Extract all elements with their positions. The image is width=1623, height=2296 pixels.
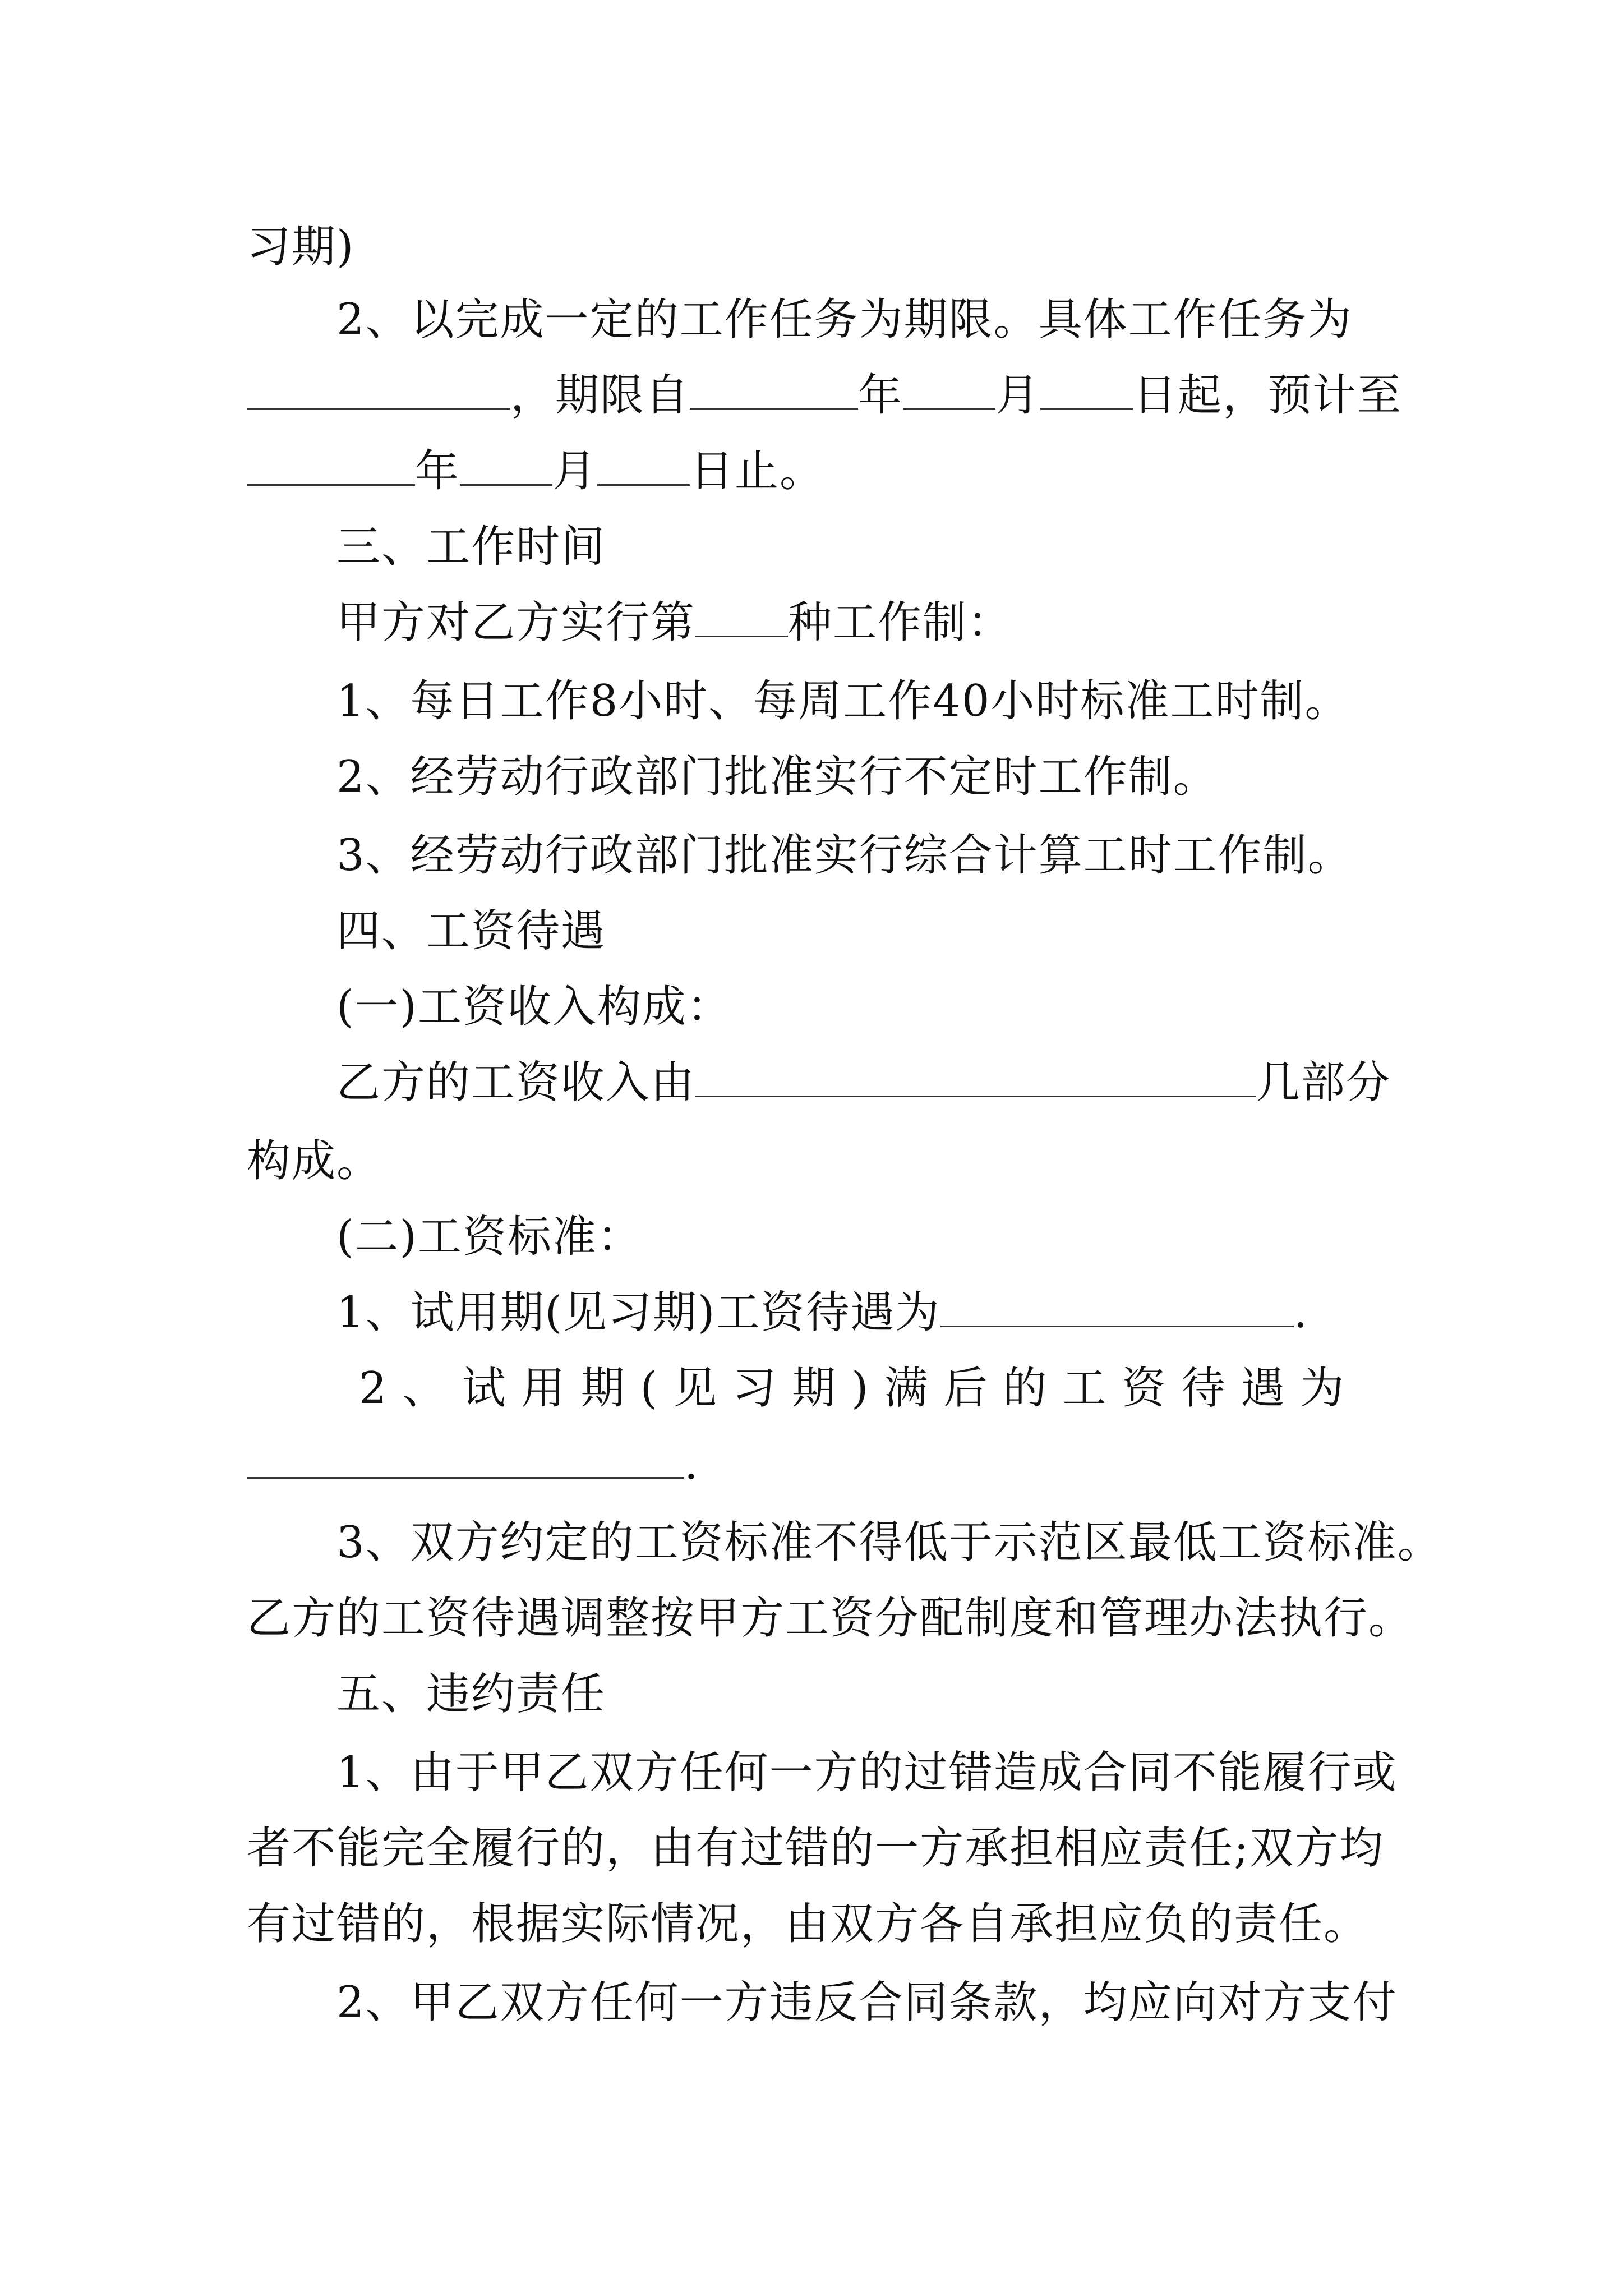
text-line — [359, 1355, 1385, 1422]
text-segment: 构成。 — [247, 1136, 382, 1186]
fill-blank — [903, 365, 995, 410]
text-segment: 2、试用期(见习期)满后的工资待遇为 — [359, 1363, 1360, 1414]
fill-blank — [247, 440, 415, 486]
text-line — [336, 1509, 1486, 1576]
text-segment: 习期) — [247, 222, 355, 272]
text-line — [336, 822, 1486, 889]
text-segment: 四、工资待遇 — [336, 906, 606, 956]
text-line — [336, 1279, 1486, 1346]
text-segment: 3、双方约定的工资标准不得低于示范区最低工资标准。 — [336, 1517, 1442, 1568]
text-line — [336, 668, 1486, 735]
text-segment: 五、违约责任 — [336, 1669, 606, 1719]
section-heading — [336, 898, 1486, 965]
text-line — [336, 589, 1486, 656]
text-segment: 乙方的工资待遇调整按甲方工资分配制度和管理办法执行。 — [247, 1593, 1414, 1644]
text-segment: 3、经劳动行政部门批准实行综合计算工时工作制。 — [336, 830, 1353, 881]
text-segment: 甲方对乙方实行第 — [336, 597, 696, 648]
text-segment: 年 — [415, 446, 460, 496]
text-segment: (二)工资标准： — [336, 1212, 642, 1262]
text-segment: 年 — [858, 370, 903, 421]
text-segment: 2、甲乙双方任何一方违反合同条款，均应向对方支付 — [336, 1977, 1398, 2028]
text-segment: 几部分 — [1256, 1057, 1391, 1108]
text-line — [336, 1203, 1486, 1271]
section-heading — [336, 513, 1486, 581]
text-segment: 日止。 — [690, 446, 825, 496]
fill-blank — [940, 1282, 1294, 1327]
text-line — [247, 1890, 1396, 1958]
fill-blank — [1040, 365, 1133, 410]
text-line — [336, 286, 1486, 353]
text-segment: 三、工作时间 — [336, 522, 606, 572]
text-line — [336, 1049, 1486, 1116]
text-segment: . — [1293, 1287, 1309, 1338]
text-segment: . — [684, 1439, 699, 1489]
text-segment: 月 — [552, 446, 598, 496]
text-line — [336, 1969, 1486, 2036]
text-line — [247, 1430, 1396, 1498]
text-segment: 2、经劳动行政部门批准实行不定时工作制。 — [336, 752, 1218, 802]
text-segment: 1、每日工作8小时、每周工作40小时标准工时制。 — [336, 676, 1350, 726]
text-segment: 乙方的工资收入由 — [336, 1057, 696, 1108]
section-heading — [336, 1660, 1486, 1728]
text-segment: 1、试用期(见习期)工资待遇为 — [336, 1287, 940, 1338]
text-line — [336, 743, 1486, 811]
fill-blank — [597, 440, 690, 486]
text-segment: 有过错的，根据实际情况，由双方各自承担应负的责任。 — [247, 1899, 1369, 1949]
text-segment: 者不能完全履行的，由有过错的一方承担相应责任;双方均 — [247, 1823, 1385, 1874]
text-line — [336, 1739, 1486, 1806]
fill-blank — [460, 440, 552, 486]
text-line — [247, 362, 1403, 429]
text-segment: 月 — [995, 370, 1041, 421]
fill-blank — [690, 365, 858, 410]
fill-blank — [247, 365, 510, 410]
text-line — [247, 213, 1396, 280]
text-segment: ，期限自 — [510, 370, 690, 421]
fill-blank — [695, 1052, 1256, 1097]
text-line — [247, 1585, 1414, 1652]
text-segment: 1、由于甲乙双方任何一方的过错造成合同不能履行或 — [336, 1747, 1398, 1798]
fill-blank — [695, 592, 788, 637]
text-line — [247, 438, 1396, 505]
text-segment: 种工作制： — [788, 597, 1013, 648]
text-segment: 日起，预计至 — [1133, 370, 1403, 421]
text-segment: 2、以完成一定的工作任务为期限。具体工作任务为 — [336, 295, 1353, 345]
text-segment: (一)工资收入构成： — [336, 982, 732, 1032]
text-line — [247, 1128, 1396, 1195]
text-line — [247, 1815, 1396, 1882]
fill-blank — [247, 1433, 684, 1479]
text-line — [336, 973, 1486, 1041]
